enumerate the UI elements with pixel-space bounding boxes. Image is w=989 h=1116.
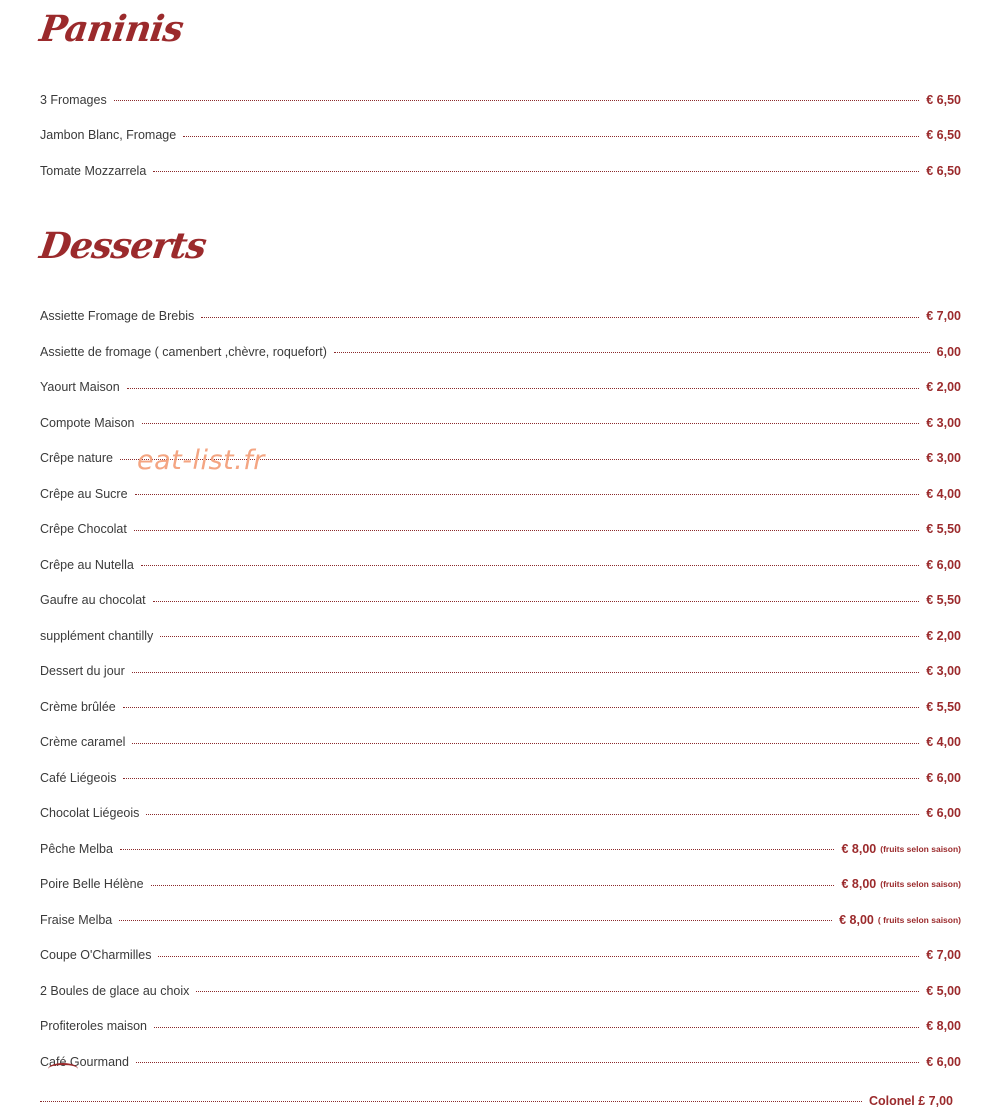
item-name: Yaourt Maison (40, 380, 120, 395)
item-price: € 5,50 (926, 522, 961, 537)
menu-item (40, 867, 961, 903)
item-price: € 6,00 (926, 1054, 961, 1069)
dot-leader (153, 171, 919, 172)
menu-item (40, 973, 961, 1009)
dot-leader (141, 565, 919, 566)
item-price: € 6,00 (926, 770, 961, 785)
dot-leader (134, 530, 919, 531)
item-name: Gaufre au chocolat (40, 593, 146, 608)
dot-leader (123, 707, 920, 708)
dot-leader (158, 956, 919, 957)
next-section-flourish (48, 1063, 78, 1075)
menu-item (40, 618, 961, 654)
watermark: eat-list.fr (137, 445, 265, 476)
colonel-price: Colonel £ 7,00 (868, 1093, 953, 1108)
item-price: € 3,00 (926, 451, 961, 466)
item-name: Assiette Fromage de Brebis (40, 309, 195, 324)
menu-item (40, 654, 961, 690)
item-name: Crêpe au Sucre (40, 486, 128, 501)
item-price: € 6,00 (926, 557, 961, 572)
item-price: € 6,50 (926, 163, 961, 178)
dot-leader (160, 636, 919, 637)
item-name: 2 Boules de glace au choix (40, 983, 190, 998)
item-price: 6,00 (936, 344, 961, 359)
menu-item (40, 334, 961, 370)
menu-item (40, 760, 961, 796)
menu-item (40, 938, 961, 974)
dot-leader (119, 920, 832, 921)
paninis-list (40, 82, 961, 189)
item-price: € 6,50 (926, 92, 961, 107)
item-price: € 5,00 (926, 983, 961, 998)
item-price: € 5,50 (926, 593, 961, 608)
item-price: € 2,00 (926, 380, 961, 395)
item-price: € 3,00 (926, 664, 961, 679)
section-title-desserts: Desserts (37, 224, 209, 267)
item-name: Crème brûlée (40, 699, 116, 714)
item-name: Fraise Melba (40, 912, 113, 927)
menu-item (40, 118, 961, 154)
item-price: € 8,00 (926, 1019, 961, 1034)
item-name: Café Liégeois (40, 770, 117, 785)
dot-leader (201, 317, 919, 318)
item-name: supplément chantilly (40, 628, 154, 643)
item-note: ( fruits selon saison) (877, 914, 961, 925)
item-name: 3 Fromages (40, 92, 107, 107)
item-name: Crêpe au Nutella (40, 557, 134, 572)
item-price: € 7,00 (926, 948, 961, 963)
item-name: Crème caramel (40, 735, 126, 750)
item-name: Chocolat Liégeois (40, 806, 140, 821)
menu-item (40, 1009, 961, 1045)
item-price: € 4,00 (926, 735, 961, 750)
dot-leader (151, 885, 835, 886)
dot-leader (153, 601, 920, 602)
dot-leader (127, 388, 920, 389)
dot-leader (146, 814, 919, 815)
menu-item (40, 796, 961, 832)
menu-item (40, 1044, 961, 1080)
dot-leader (154, 1027, 919, 1028)
item-price: € 3,00 (926, 415, 961, 430)
item-price: € 8,00 (839, 912, 874, 927)
item-name: Jambon Blanc, Fromage (40, 128, 177, 143)
dot-leader (334, 352, 930, 353)
item-price: € 2,00 (926, 628, 961, 643)
item-price: € 8,00 (841, 841, 877, 856)
dot-leader (132, 743, 919, 744)
menu-item (40, 370, 961, 406)
item-name: Coupe O'Charmilles (40, 948, 152, 963)
dot-leader (135, 494, 920, 495)
item-name: Tomate Mozzarrela (40, 163, 147, 178)
menu-item (40, 476, 961, 512)
item-note: (fruits selon saison) (880, 879, 961, 890)
dot-leader (123, 778, 919, 779)
menu-item (40, 689, 961, 725)
item-name: Crêpe Chocolat (40, 522, 127, 537)
item-name: Assiette de fromage ( camenbert ,chèvre, roquefort) (40, 344, 327, 359)
item-price: € 6,00 (926, 806, 961, 821)
dot-leader (120, 849, 835, 850)
dot-leader (114, 100, 920, 101)
item-price: € 5,50 (926, 699, 961, 714)
menu-item (40, 547, 961, 583)
section-title-paninis: Paninis (37, 8, 186, 50)
dot-leader (142, 423, 920, 424)
item-name: Crêpe nature (40, 451, 113, 466)
item-price: € 4,00 (926, 486, 961, 501)
item-name: Pêche Melba (40, 841, 113, 856)
item-name: Café Gourmand (40, 1054, 129, 1069)
item-price: € 8,00 (841, 877, 877, 892)
menu-item (40, 831, 961, 867)
dot-leader (136, 1062, 919, 1063)
dot-leader (183, 136, 919, 137)
item-name: Poire Belle Hélène (40, 877, 144, 892)
menu-item (40, 153, 961, 189)
menu-item (40, 512, 961, 548)
menu-item (40, 82, 961, 118)
item-note: (fruits selon saison) (880, 843, 961, 854)
menu (37, 0, 961, 1116)
desserts-list (40, 299, 961, 1080)
dot-leader (132, 672, 919, 673)
item-name: Compote Maison (40, 415, 135, 430)
item-price: € 7,00 (926, 309, 961, 324)
menu-item (40, 405, 961, 441)
item-name: Profiteroles maison (40, 1019, 147, 1034)
item-name: Dessert du jour (40, 664, 125, 679)
menu-item (40, 583, 961, 619)
item-price: € 6,50 (926, 128, 961, 143)
menu-item (40, 725, 961, 761)
dot-leader (40, 1101, 862, 1102)
menu-item (40, 902, 961, 938)
menu-item-colonel (40, 1086, 961, 1116)
menu-item (40, 299, 961, 335)
dot-leader (196, 991, 919, 992)
